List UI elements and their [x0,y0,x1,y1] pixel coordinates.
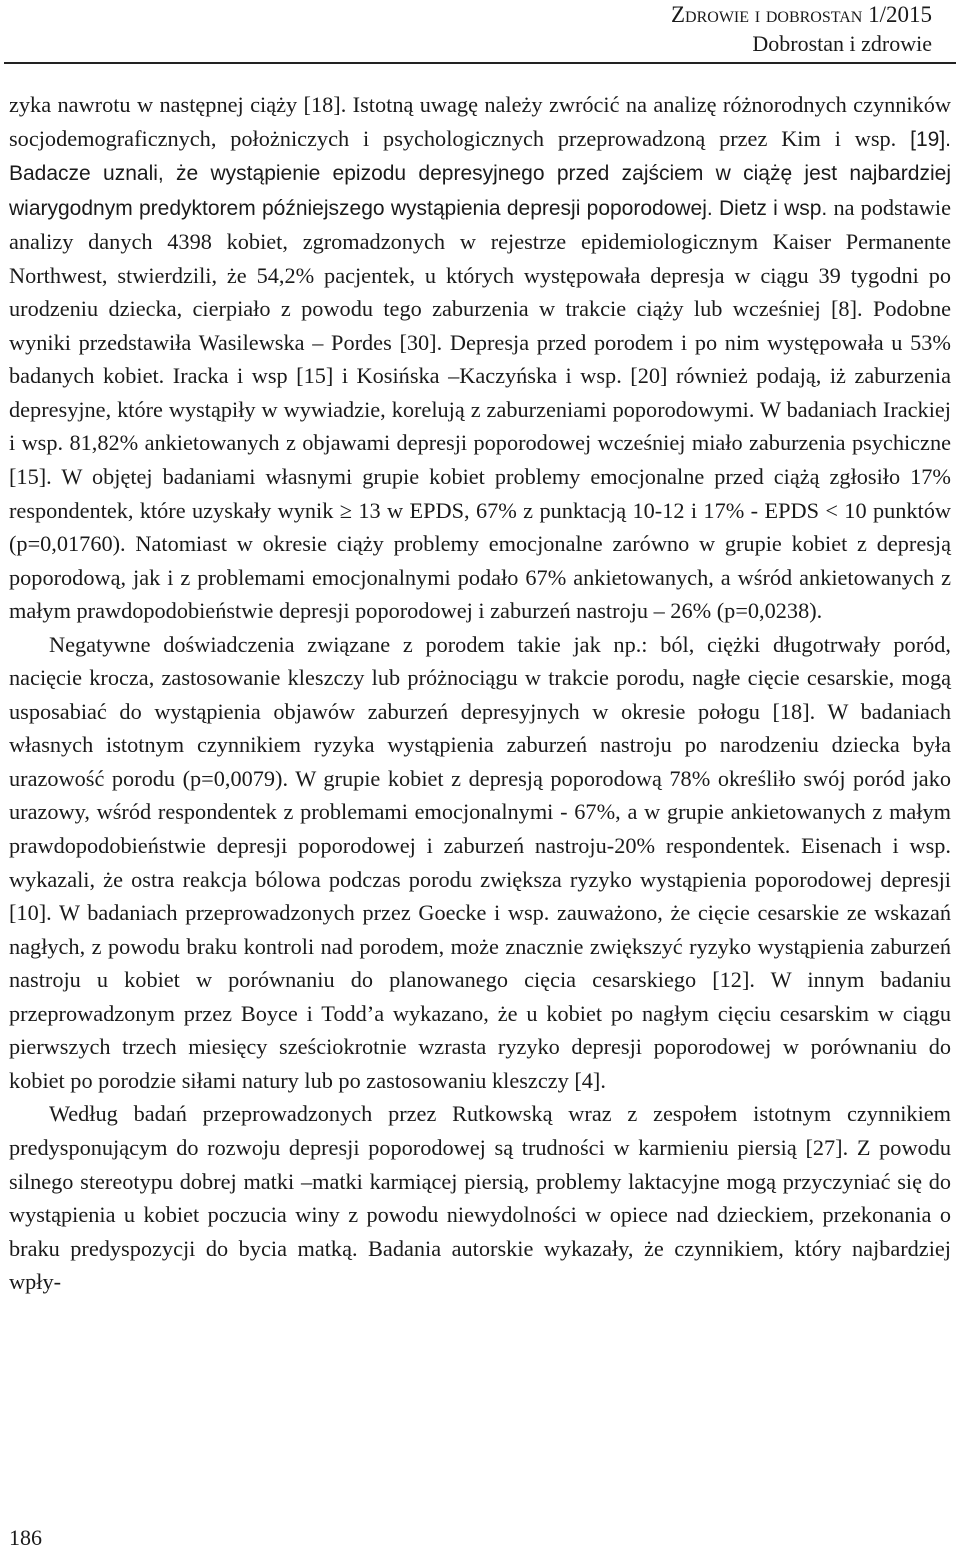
text-segment-sans: [19]. Badacze uznali, że wystąpienie epizodu depresyjnego przed zajściem w ciążę jest najbardziej wiarygodnym predyktorem późniejszego wystąpienia depresji poporodowej. Dietz i wsp. [9,127,951,220]
paragraph-3 [9,1097,951,1298]
journal-issue-line [671,2,932,28]
page-number: 186 [9,1525,42,1550]
text-segment: na podstawie analizy danych 4398 kobiet, zgromadzonych w rejestrze epidemiologicznym Kaiser Permanente Northwest, stwierdzili, że 54,2% pacjentek, u których występowała depresja w ciągu 39 tygodni po urodzeniu dziecka, cierpiało z powodu tego zaburzenia w trakcie ciąży lub wcześniej [8]. Podobne wyniki przedstawiła Wasilewska – Pordes [30]. Depresja przed porodem i po nim występowała u 53% badanych kobiet. Iracka i wsp [15] i Kosińska –Kaczyńska i wsp. [20] również podają, iż zaburzenia depresyjne, które wystąpiły w wywiadzie, korelują z zaburzeniami poporodowymi. W badaniach Irackiej i wsp. 81,82% ankietowanych z objawami depresji poporodowej wcześniej miało zaburzenia psychiczne [15]. W objętej badaniami własnymi grupie kobiet problemy emocjonalne przed ciążą zgłosiło 17% respondentek, które uzyskały wynik ≥ 13 w EPDS, 67% z punktacją 10-12 i 17% - EPDS < 10 punktów (p=0,01760). Natomiast w okresie ciąży problemy emocjonalne zarówno w grupie kobiet z depresją poporodową, jak i z problemami emocjonalnymi podało 67% ankietowanych, a wśród ankietowanych z małym prawdopodobieństwie depresji poporodowej i zaburzeń nastroju – 26% (p=0,0238). [9,194,951,624]
text-segment: Według badań przeprowadzonych przez Rutkowską wraz z zespołem istotnym czynnikiem predysponującym do rozwoju depresji poporodowej są trudności w karmieniu piersią [27]. Z powodu silnego stereotypu dobrej matki –matki karmiącej piersią, problemy laktacyjne mogą przyczyniać się do wystąpienia u kobiet poczucia winy z powodu niewydolności w opiece nad dzieckiem, przekonania o braku predyspozycji do bycia matką. Badania autorskie wykazały, że czynnikiem, który najbardziej wpły- [9,1101,951,1295]
article-body [9,88,951,1299]
paragraph-2 [9,628,951,1098]
text-segment: Negatywne doświadczenia związane z porodem takie jak np.: ból, ciężki długotrwały poród, nacięcie krocza, zastosowanie kleszczy lub próżnociągu w trakcie porodu, nagłe cięcie cesarskie, mogą usposabiać do wystąpienia objawów zaburzeń depresyjnych w okresie połogu [18]. W badaniach własnych istotnym czynnikiem ryzyka wystąpienia zaburzeń nastroju po narodzeniu dziecka była urazowość porodu (p=0,0079). W grupie kobiet z depresją poporodową 78% określiło swój poród jako urazowy, wśród respondentek z problemami emocjonalnymi - 67%, a w grupie ankietowanych z małym prawdopodobieństwie depresji poporodowej i zaburzeń nastroju-20% respondentek. Eisenach i wsp. wykazali, że ostra reakcja bólowa podczas porodu zwiększa ryzyko wystąpienia poporodowej depresji [10]. W badaniach przeprowadzonych przez Goecke i wsp. zauważono, że cięcie cesarskie ze wskazań nagłych, z powodu braku kontroli nad porodem, może znacznie zwiększyć ryzyko wystąpienia zaburzeń nastroju u kobiet w porównaniu do planowanego cięcia cesarskiego [12]. W innym badaniu przeprowadzonym przez Boyce i Todd’a wykazano, że u kobiet po nagłym cięciu cesarskim w ciągu pierwszych trzech miesięcy sześciokrotnie wzrasta ryzyko depresji poporodowej w porównaniu do kobiet po porodzie siłami natury lub po zastosowaniu kleszczy [4]. [9,631,951,1093]
journal-issue: 1/2015 [868,2,932,27]
paragraph-1 [9,88,951,628]
journal-subtitle: Dobrostan i zdrowie [752,31,932,56]
text-segment: zyka nawrotu w następnej ciąży [18]. Istotną uwagę należy zwrócić na analizę różnorodnych czynników socjodemograficznych, położniczych i psychologicznych przeprowadzoną przez Kim i wsp. [9,92,951,151]
header-rule [4,62,956,64]
journal-title: Zdrowie i dobrostan [670,2,863,27]
